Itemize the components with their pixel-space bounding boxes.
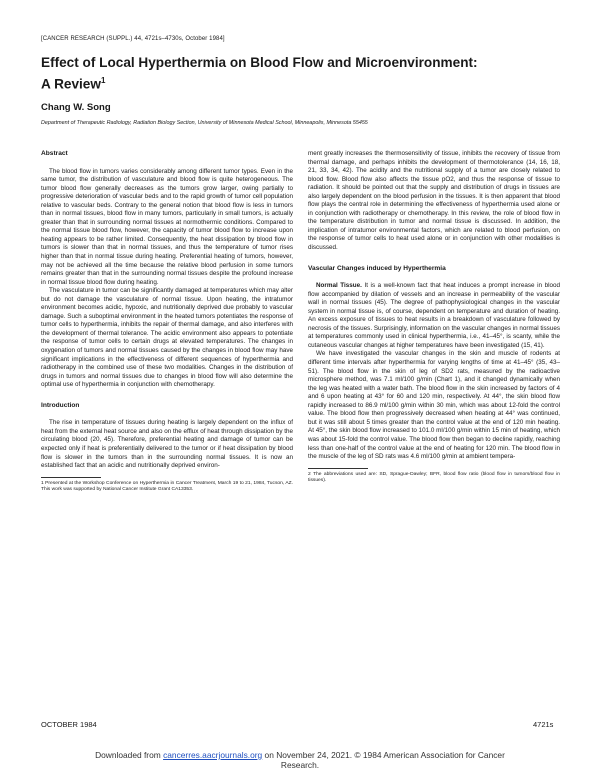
title-line-2: A Review [41,76,101,92]
article-title [41,54,561,94]
footnote-2: 2 The abbreviations used are: SD, Sprague-Dawley; BFR, blood flow ratio (blood flow in tumors/blood flow in tissues). [308,471,560,483]
running-head: [CANCER RESEARCH (SUPPL.) 44, 4721s–4730s, October 1984] [41,36,225,42]
download-notice [0,750,600,770]
title-line-1: Effect of Local Hyperthermia on Blood Flow and Microenvironment: [41,55,478,70]
download-line-2: Research. [280,760,320,770]
introduction-heading: Introduction [41,401,80,409]
vascular-changes-heading: Vascular Changes induced by Hyperthermia [308,264,446,272]
left-column [41,150,293,493]
author-name: Chang W. Song [41,102,111,113]
download-prefix: Downloaded from [95,750,164,760]
normal-tissue-runin: Normal Tissue. [316,282,362,290]
title-footnote-marker: 1 [100,76,106,85]
right-column [308,150,560,484]
journal-link[interactable]: cancerres.aacrjournals.org [163,750,263,760]
normal-tissue-paragraph [308,282,560,350]
author-affiliation: Department of Therapeutic Radiology, Radiation Biology Section, University of Minnesota Medical School, Minneapolis, Minnesota 55455 [41,120,368,126]
abstract-heading: Abstract [41,150,68,157]
introduction-paragraph-1: The rise in temperature of tissues during heating is largely dependent on the influx of heat from the external heat source and also on the efflux of heat through dissipation by the circulating blood (20, 45). Therefore, preferential heating and damage of tumor can be expected only if heat is preferentially delivered to the tumor or if heat dissipation by blood flow is slower in the tumors than in the surrounding normal tissues. It is now an established fact that an acidic and nutritionally deprived environ- [41,419,293,470]
footnote-rule-right [308,468,368,469]
page-number: 4721s [533,720,554,729]
issue-date: OCTOBER 1984 [41,720,97,729]
footnote-rule [41,477,101,478]
abstract-paragraph-2: The vasculature in tumor can be significantly damaged at temperatures which may alter but do not damage the vasculature of normal tissue. Upon heating, the intratumor environment becomes acidic, hypoxic, and nutritionally deprived due probably to vascular damage. Such a suboptimal environment in the heated tumors potentiates the response of tumor cells to hyperthermia, inhibits the repair of thermal damage, and also interferes with the development of thermal tolerance. The acidic environment also appears to potentiate the response of tumor cells to certain drugs at elevated temperatures. The changes in oxygenation of tumors and normal tissues caused by the changes in blood flow may have significant implications in the effectiveness of different sequences of hyperthermia and radiotherapy in the combined use of these two modalities. Changes in the distribution of drugs in tumors and normal tissues due to changes in blood flow will also determine the optimal use of hyperthermia in conjunction with chemotherapy. [41,287,293,389]
introduction-paragraph-continued: ment greatly increases the thermosensitivity of tissue, inhibits the recovery of tissue from thermal damage, and perhaps inhibits the development of thermotolerance (14, 16, 18, 21, 33, 34, 42). The acidity and the nutritional supply of a tumor are closely related to blood flow. Blood flow also affects the tissue pO2, and thus the response of tissue to radiation. It should be pointed out that the supply and distribution of drugs in tissues are also largely dependent on the blood perfusion in the tissues. It is then apparent that blood flow plays the central role in determining the effectiveness of hyperthermia used alone or in conjunction with radiotherapy or chemotherapy. In this review, the role of blood flow in the temperature distribution in tumor and normal tissue is discussed. In addition, the implication of intratumor environmental factors, which are related to blood perfusion, on the response of tumor cells to heat used alone or in conjunction with other modalities is discussed. [308,150,560,252]
footnote-1: 1 Presented at the Workshop Conference on Hyperthermia in Cancer Treatment, March 19 to 21, 1984, Tucson, AZ. This work was supported by National Cancer Institute Grant CA13353. [41,480,293,492]
blood-flow-paragraph: We have investigated the vascular changes in the skin and muscle of rodents at different time intervals after hyperthermia for varying lengths of time at 41–45° (35, 43–51). The blood flow in the skin of leg of SD2 rats, measured by the radioactive microsphere method, was 7.1 ml/100 g/min (Chart 1), and it changed dynamically when the leg was heated with a water bath. The blood flow in the skin increased by factors of 4 and 6 upon heating at 43° for 60 and 120 min, respectively. At 44°, the skin blood flow rapidly increased to 86.9 ml/100 g/min within 30 min, which was about 12-fold the control value. The blood flow then progressively decreased when heating at 44° was continued, but it was still about 5 times greater than the control value at the end of 120 min heating. At 45°, the skin blood flow increased to 101.0 ml/100 g/min within 15 min of heating, which was about 15-fold the control value. The blood flow then began to decline rapidly, reaching less than one-half of the control value at the end of heating for 120 min. The blood flow in the muscle of the leg of SD rats was 4.6 ml/100 g/min at ambient tempera- [308,350,560,461]
download-suffix: on November 24, 2021. © 1984 American Association for Cancer [262,750,505,760]
abstract-paragraph-1: The blood flow in tumors varies considerably among different tumor types. Even in the same tumor, the distribution of vasculature and blood flow is quite heterogeneous. The tumor blood flow generally decreases as the tumors grow larger, owing partially to progressive deterioration of vascular beds and to the rapid growth of tumor cell population relative to vascular beds. Contrary to the general notion that blood flow is less in tumors than in normal tissues, blood flow in many tumors, particularly in small tumors, is actually greater than that in surrounding normal tissues at normothermic conditions. Compared to the normal tissue blood flow, however, the capacity of tumor blood flow to increase upon heating appears to be rather limited. Consequently, the heat dissipation by blood flow in tumors is slower than that in normal tissues, and thus the temperature of tumor rises higher than that in normal tissue during heating. Preferential heating of tumors, however, may not be achieved all the time because the relative blood perfusion in some tumors remains greater than that in the surrounding normal tissues despite the profound increase in normal tissue blood flow during heating. [41,167,293,286]
normal-tissue-text: It is a well-known fact that heat induces a prompt increase in blood flow accompanied by dilation of vessels and an increase in permeability of the vascular wall in normal tissues (45). The degree of pathophysiological changes in the vascular system in normal tissue is, of course, dependent on temperature and duration of heating. An excess exposure of tissues to heat results in a breakdown of vasculature followed by necrosis of the tissues. Surprisingly, information on the vascular changes in normal tissues at temperatures commonly used in clinical hyperthermia, i.e., 41–45°, is scanty, while the cutaneous vascular changes at higher temperatures have been investigated (15, 41). [308,282,561,349]
